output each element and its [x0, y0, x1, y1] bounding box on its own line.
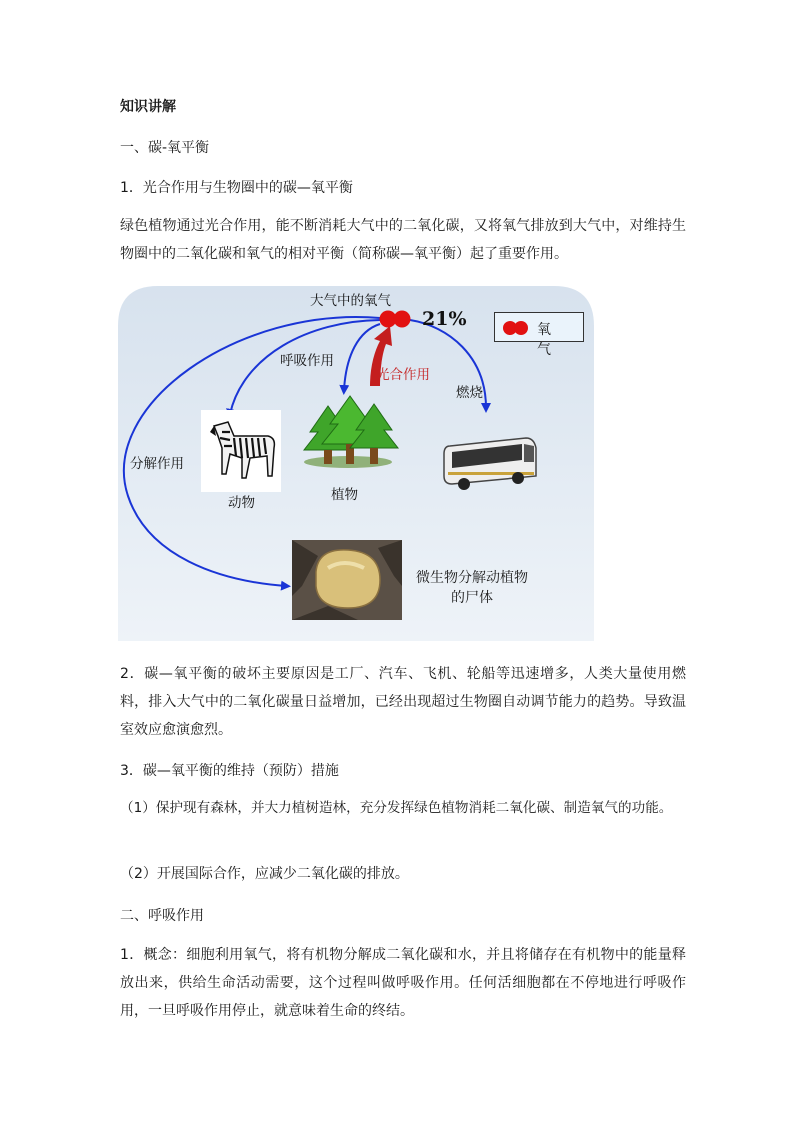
decaying-matter-photo — [292, 540, 402, 620]
oxygen-atom-right — [394, 311, 411, 328]
item3-title: 3．碳—氧平衡的维持（预防）措施 — [120, 763, 339, 779]
item1-paragraph: 绿色植物通过光合作用，能不断消耗大气中的二氧化碳，又将氧气排放到大气中，对维持生物圈中的二氧化碳和氧气的相对平衡（简称碳—氧平衡）起了重要作用。 — [120, 218, 686, 262]
section-heading: 知识讲解 — [120, 99, 176, 115]
item1-title: 1．光合作用与生物圈中的碳—氧平衡 — [120, 180, 353, 196]
legend-label: 氧 气 — [537, 322, 557, 358]
oxygen-percent: 21% — [422, 308, 467, 330]
label-microbe-line2: 的尸体 — [451, 590, 493, 606]
zebra-illustration — [201, 410, 281, 492]
measure1-paragraph: （1）保护现有森林，并大力植树造林，充分发挥绿色植物消耗二氧化碳、制造氧气的功能。 — [120, 800, 673, 816]
oxygen-legend — [494, 312, 584, 358]
label-respiration: 呼吸作用 — [280, 353, 334, 369]
label-decomposition: 分解作用 — [130, 456, 184, 472]
item2-paragraph: 2．碳—氧平衡的破坏主要原因是工厂、汽车、飞机、轮船等迅速增多，人类大量使用燃料，排入大气中的二氧化碳量日益增加，已经出现超过生物圈自动调节能力的趋势。导致温室效应愈演愈烈。 — [120, 666, 686, 738]
label-atmospheric-oxygen: 大气中的氧气 — [310, 293, 391, 309]
section2-title: 二、呼吸作用 — [120, 908, 204, 924]
label-animal: 动物 — [228, 495, 255, 511]
label-microbe-decomposition — [392, 568, 552, 608]
legend-oxygen-atom-right — [514, 321, 528, 335]
label-photosynthesis: 光合作用 — [376, 367, 430, 383]
label-microbe-line1: 微生物分解动植物 — [416, 570, 528, 586]
section2-item1-paragraph: 1．概念：细胞利用氧气，将有机物分解成二氧化碳和水，并且将储存在有机物中的能量释放出来，供给生命活动需要，这个过程叫做呼吸作用。任何活细胞都在不停地进行呼吸作用，一旦呼吸作用停止，就意味着生命的终结。 — [120, 947, 686, 1019]
label-combustion: 燃烧 — [456, 385, 483, 401]
section1-title: 一、碳-氧平衡 — [120, 140, 210, 156]
measure2-paragraph: （2）开展国际合作，应减少二氧化碳的排放。 — [120, 866, 409, 882]
label-plant: 植物 — [331, 487, 358, 503]
